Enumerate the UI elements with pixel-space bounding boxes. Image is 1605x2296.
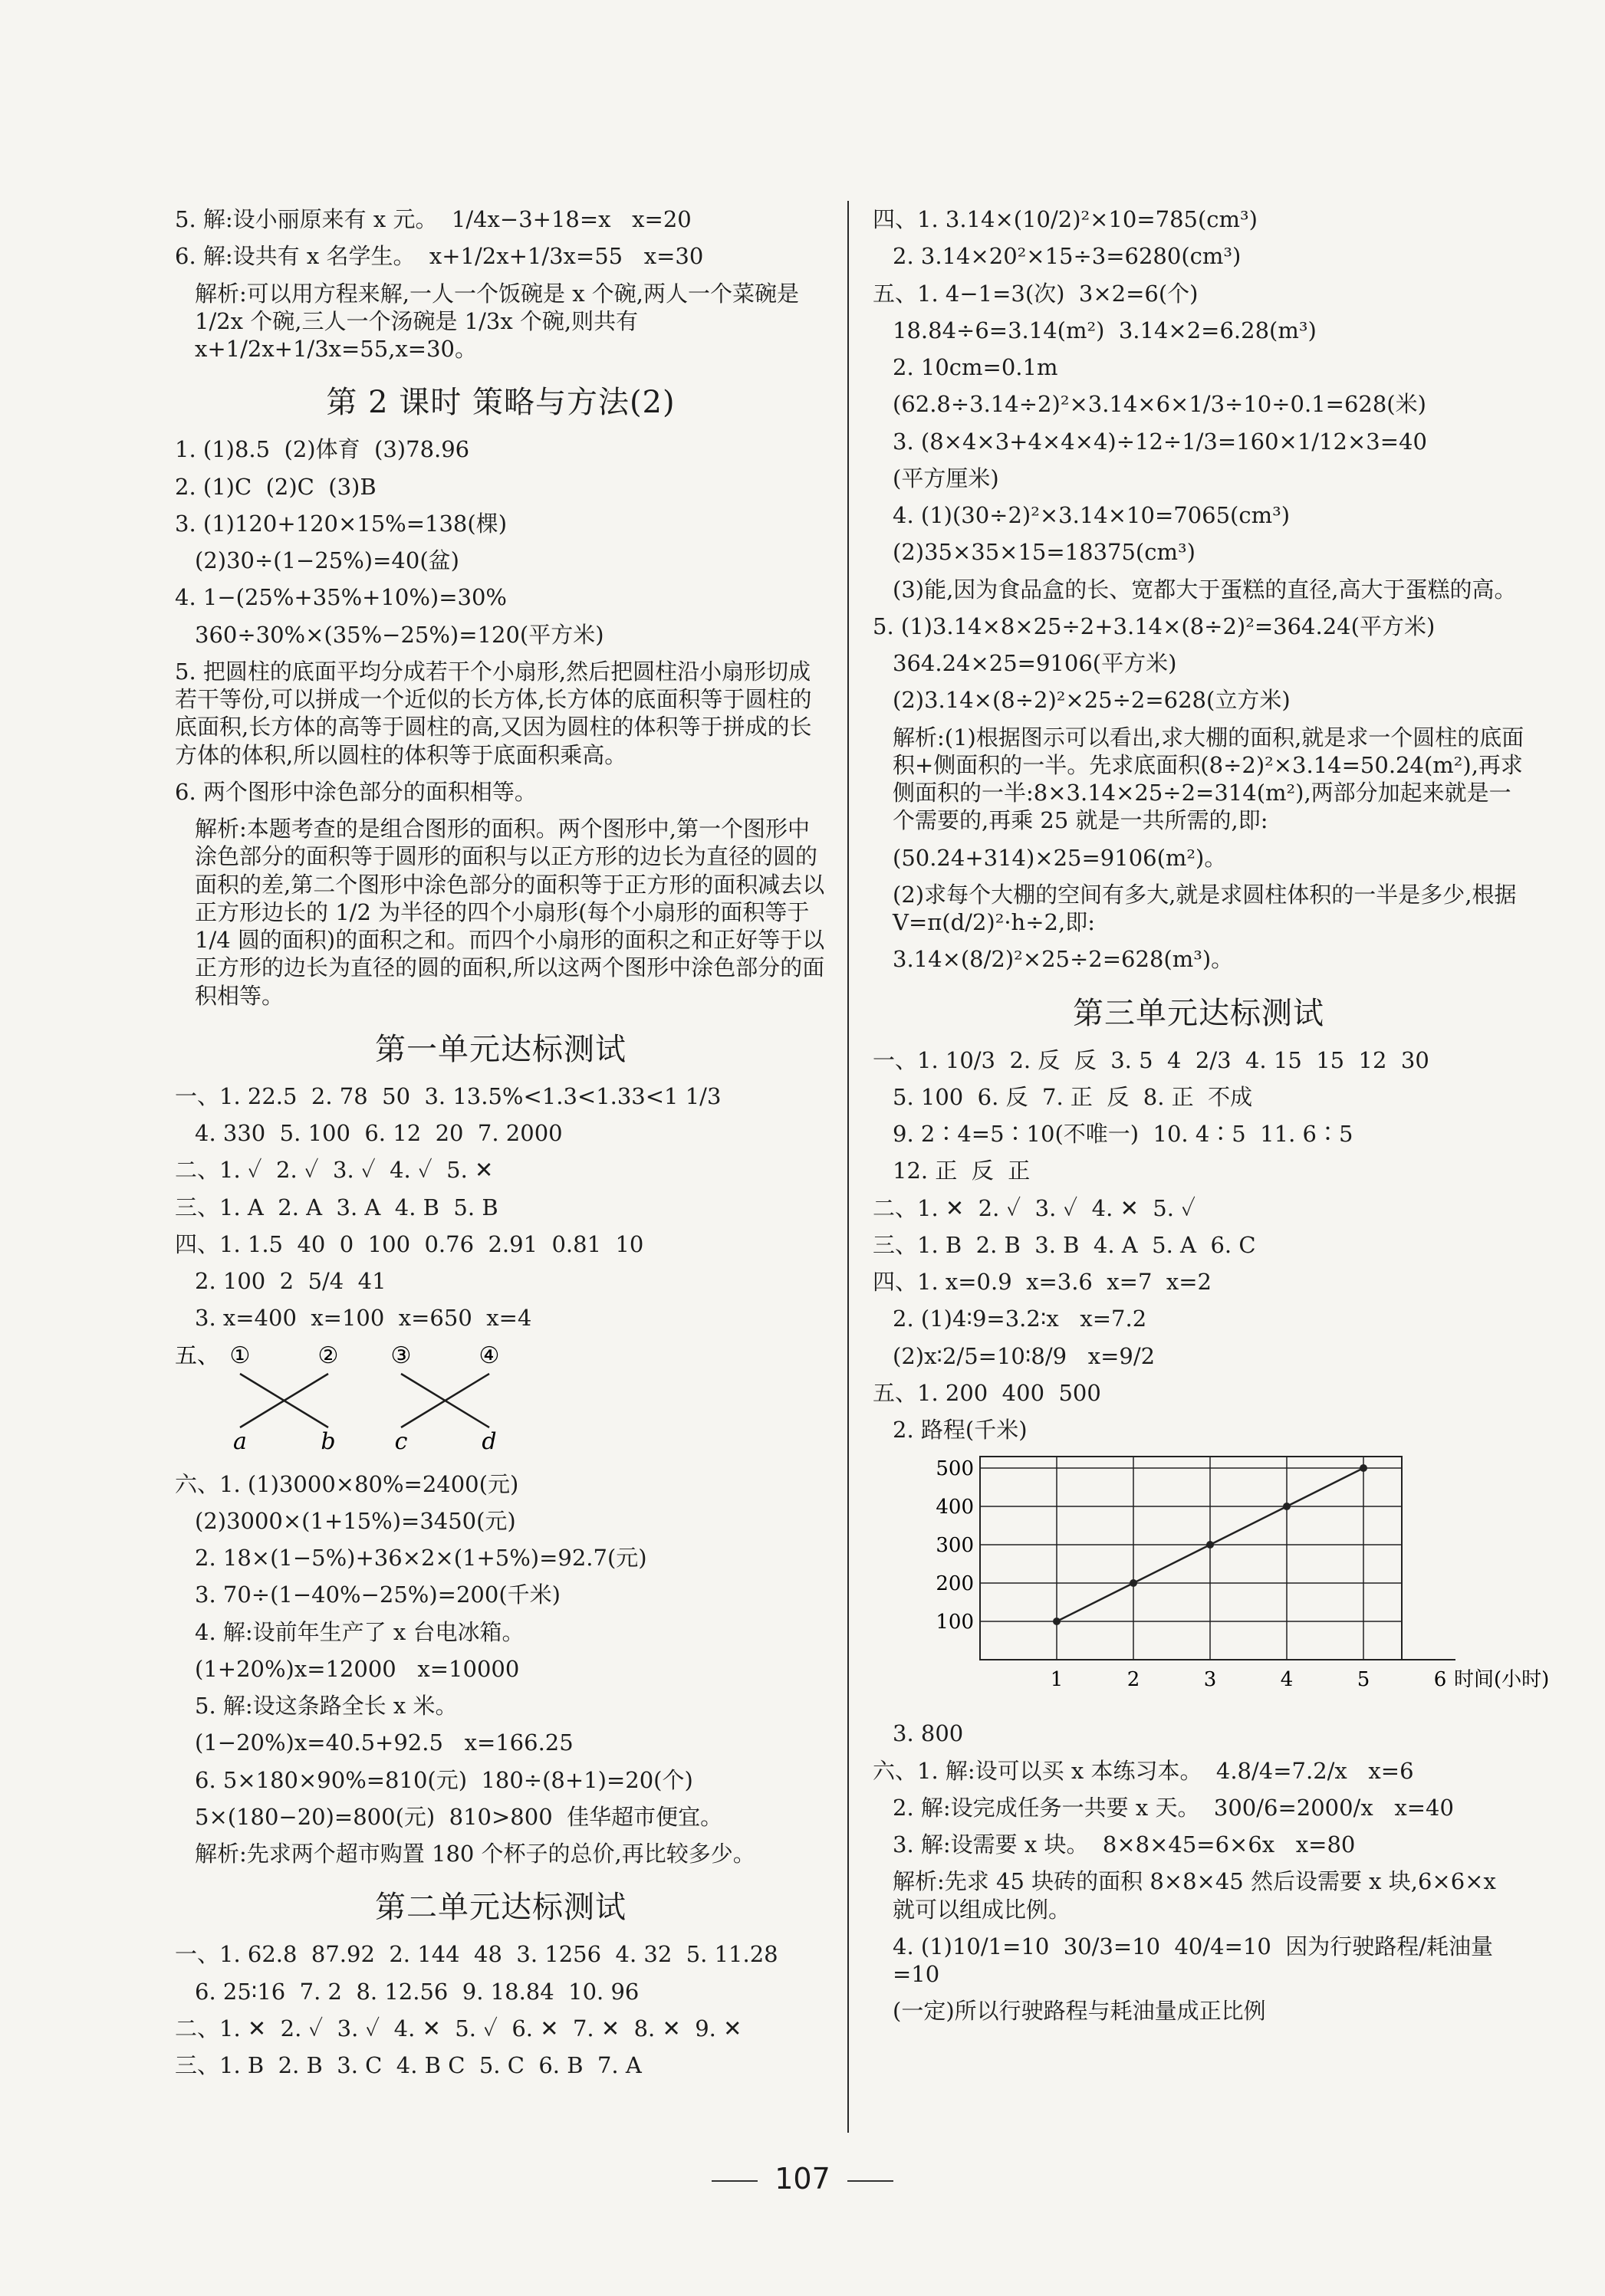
answer-line: 5. 解:设这条路全长 x 米。 xyxy=(195,1693,458,1719)
answer-line: 6. 两个图形中涂色部分的面积相等。 xyxy=(175,778,537,805)
answer-line: 二、1. ✕ 2. ✓ 3. ✓ 4. ✕ 5. ✓ 6. ✕ 7. ✕ 8. ✕ 9. ✕ xyxy=(175,2015,742,2041)
answer-line: (2)3000×(1+15%)=3450(元) xyxy=(195,1507,516,1534)
answer-line: 一、1. 10/3 2. 反 反 3. 5 4 2/3 4. 15 15 12 30 xyxy=(873,1046,1429,1073)
answer-line: 六、1. (1)3000×80%=2400(元) xyxy=(175,1470,519,1497)
answer-line: 5. (1)3.14×8×25÷2+3.14×(8÷2)²=364.24(平方米) xyxy=(873,613,1436,639)
answer-line: 五、1. 4−1=3(次) 3×2=6(个) xyxy=(873,280,1199,307)
answer-line: 3. (8×4×3+4×4×4)÷12÷1/3=160×1/12×3=40 xyxy=(893,428,1427,455)
answer-line: 5. 把圆柱的底面平均分成若干个小扇形,然后把圆柱沿小扇形切成若干等份,可以拼成一个近似的长方体,长方体的底面积等于圆柱的底面积,长方体的高等于圆柱的高,又因为圆柱的体积等于拼成的长方体的体积,所以圆柱的体积等于底面积乘高。 xyxy=(175,658,812,768)
answer-line: 三、1. A 2. A 3. A 4. B 5. B xyxy=(175,1194,498,1220)
match-section-label: 五、 xyxy=(175,1342,220,1368)
answer-line: 3. x=400 x=100 x=650 x=4 xyxy=(195,1305,532,1332)
x-tick-label: 1 xyxy=(1050,1668,1064,1692)
answer-line: 2. 解:设完成任务一共要 x 天。 300/6=2000/x x=40 xyxy=(893,1794,1454,1821)
distance-time-chart xyxy=(919,1453,1550,1709)
answer-line: 18.84÷6=3.14(m²) 3.14×2=6.28(m³) xyxy=(893,317,1317,343)
answer-line: 五、1. 200 400 500 xyxy=(873,1379,1101,1406)
matching-diagram xyxy=(175,1342,574,1457)
answer-line: (2)3.14×(8÷2)²×25÷2=628(立方米) xyxy=(893,687,1291,714)
page-number: 107 xyxy=(775,2162,830,2196)
answer-line: (2)求每个大棚的空间有多大,就是求圆柱体积的一半是多少,根据 V=π(d/2)²·h÷2,即: xyxy=(893,881,1524,935)
answer-line: (平方厘米) xyxy=(893,465,999,491)
answer-line: 解析:本题考查的是组合图形的面积。两个图形中,第一个图形中涂色部分的面积等于圆形的面积与以正方形的边长为直径的圆的面积的差,第二个图形中涂色部分的面积等于正方形的面积减去以正方形边长的 1/2 为半径的四个小扇形(每个小扇形的面积等于 1/4 圆的面积)的面积之和。而四个小扇形的面积之和正好等于以正方形的边长为直径的圆的面积,所以这两个图形中涂色部分的面积相等。 xyxy=(195,816,825,1009)
data-point xyxy=(1283,1503,1291,1510)
answer-line: 4. 330 5. 100 6. 12 20 7. 2000 xyxy=(195,1120,563,1146)
answer-line: 三、1. B 2. B 3. B 4. A 5. A 6. C xyxy=(873,1231,1256,1258)
answer-line: 2. (1)C (2)C (3)B xyxy=(175,473,377,500)
answer-line: 四、1. x=0.9 x=3.6 x=7 x=2 xyxy=(873,1269,1212,1295)
x-tick-label: 4 xyxy=(1280,1668,1294,1692)
data-point xyxy=(1053,1618,1061,1625)
y-tick-label: 100 xyxy=(936,1611,974,1634)
section-title: 第二单元达标测试 xyxy=(375,1890,627,1926)
column-divider xyxy=(847,201,849,2133)
data-point xyxy=(1206,1541,1214,1549)
answer-line: 2. 10cm=0.1m xyxy=(893,354,1058,380)
answer-line: 3. 800 xyxy=(893,1720,964,1747)
answer-line: 解析:可以用方程来解,一人一个饭碗是 x 个碗,两人一个菜碗是 1/2x 个碗,三人一个汤碗是 1/3x 个碗,则共有 x+1/2x+1/3x=55,x=30。 xyxy=(195,280,807,362)
answer-line: 一、1. 62.8 87.92 2. 144 48 3. 1256 4. 32 5. 11.28 xyxy=(175,1941,778,1968)
footer-dash-left xyxy=(712,2180,758,2182)
answer-line: (50.24+314)×25=9106(m²)。 xyxy=(893,844,1227,871)
answer-line: 6. 解:设共有 x 名学生。 x+1/2x+1/3x=55 x=30 xyxy=(175,243,704,270)
answer-line: (一定)所以行驶路程与耗油量成正比例 xyxy=(893,1998,1266,2025)
right-column xyxy=(873,205,1550,2035)
data-point xyxy=(1360,1464,1367,1472)
answer-line: 6. 5×180×90%=810(元) 180÷(8+1)=20(个) xyxy=(195,1766,693,1793)
y-tick-label: 300 xyxy=(936,1534,974,1558)
answer-line: 解析:(1)根据图示可以看出,求大棚的面积,就是求一个圆柱的底面积+侧面积的一半。先求底面积(8÷2)²×3.14=50.24(m²),再求侧面积的一半:8×3.14×25÷2=314(m²),两部分加起来就是一个需要的,再乘 25 就是一共所需的,即: xyxy=(893,724,1524,834)
page-number-footer xyxy=(0,2162,1605,2196)
answer-line: (3)能,因为食品盒的长、宽都大于蛋糕的直径,高大于蛋糕的高。 xyxy=(893,576,1517,603)
answer-line: 4. (1)10/1=10 30/3=10 40/4=10 因为行驶路程/耗油量=10 xyxy=(893,1933,1494,1987)
match-bottom-label: a xyxy=(233,1427,247,1455)
x-tick-label: 6 xyxy=(1433,1668,1447,1692)
section-title: 第 2 课时 策略与方法(2) xyxy=(326,385,676,421)
answer-line: 4. (1)(30÷2)²×3.14×10=7065(cm³) xyxy=(893,502,1291,528)
answer-line: 二、1. ✓ 2. ✓ 3. ✓ 4. ✓ 5. ✕ xyxy=(175,1157,494,1184)
data-point xyxy=(1130,1579,1137,1587)
answer-line: 5×(180−20)=800(元) 810>800 佳华超市便宜。 xyxy=(195,1803,723,1830)
answer-line: 9. 2∶4=5∶10(不唯一) 10. 4∶5 11. 6∶5 xyxy=(893,1121,1353,1147)
match-top-label: ③ xyxy=(390,1342,412,1369)
answer-line: 6. 25∶16 7. 2 8. 12.56 9. 18.84 10. 96 xyxy=(195,1978,640,2005)
answer-line: 3. 解:设需要 x 块。 8×8×45=6×6x x=80 xyxy=(893,1831,1356,1857)
answer-line: 3. 70÷(1−40%−25%)=200(千米) xyxy=(195,1582,561,1608)
chart-svg xyxy=(919,1453,1550,1706)
answer-line: (1+20%)x=12000 x=10000 xyxy=(195,1655,520,1682)
answer-line: 4. 解:设前年生产了 x 台电冰箱。 xyxy=(195,1618,525,1645)
answer-line: 5. 解:设小丽原来有 x 元。 1/4x−3+18=x x=20 xyxy=(175,206,692,232)
answer-line: 12. 正 反 正 xyxy=(893,1158,1031,1184)
match-bottom-label: d xyxy=(482,1427,497,1455)
answer-line: 解析:先求 45 块砖的面积 8×8×45 然后设需要 x 块,6×6×x 就可以组成比例。 xyxy=(893,1868,1504,1923)
answer-line: 5. 100 6. 反 7. 正 反 8. 正 不成 xyxy=(893,1083,1253,1110)
x-tick-label: 3 xyxy=(1203,1668,1217,1692)
left-column xyxy=(175,205,827,2088)
x-axis-label: 时间(小时) xyxy=(1454,1668,1550,1692)
answer-line: 3. (1)120+120×15%=138(棵) xyxy=(175,510,508,537)
match-top-label: ① xyxy=(229,1342,251,1369)
answer-line: 三、1. B 2. B 3. C 4. B C 5. C 6. B 7. A xyxy=(175,2052,642,2078)
answer-line: 1. (1)8.5 (2)体育 (3)78.96 xyxy=(175,436,470,463)
answer-line: 解析:先求两个超市购置 180 个杯子的总价,再比较多少。 xyxy=(195,1841,755,1867)
y-tick-label: 400 xyxy=(936,1496,974,1519)
x-tick-label: 2 xyxy=(1126,1668,1140,1692)
match-bottom-label: b xyxy=(321,1427,336,1455)
x-tick-label: 5 xyxy=(1357,1668,1370,1692)
answer-line: (62.8÷3.14÷2)²×3.14×6×1/3÷10÷0.1=628(米) xyxy=(893,391,1426,418)
answer-line: (1−20%)x=40.5+92.5 x=166.25 xyxy=(195,1729,574,1756)
chart-frame xyxy=(980,1457,1402,1660)
answer-line: 2. (1)4∶9=3.2∶x x=7.2 xyxy=(893,1306,1147,1332)
answer-line: 二、1. ✕ 2. ✓ 3. ✓ 4. ✕ 5. ✓ xyxy=(873,1194,1196,1221)
answer-line: 2. 路程(千米) xyxy=(893,1417,1028,1443)
answer-line: 2. 18×(1−5%)+36×2×(1+5%)=92.7(元) xyxy=(195,1545,647,1571)
matching-exercise xyxy=(175,1342,827,1460)
answer-line: 四、1. 1.5 40 0 100 0.76 2.91 0.81 10 xyxy=(175,1230,644,1257)
answer-line: 364.24×25=9106(平方米) xyxy=(893,650,1177,676)
answer-line: 360÷30%×(35%−25%)=120(平方米) xyxy=(195,621,604,648)
y-tick-label: 500 xyxy=(936,1457,974,1481)
answer-line: 3.14×(8/2)²×25÷2=628(m³)。 xyxy=(893,946,1234,973)
answer-line: 2. 3.14×20²×15÷3=6280(cm³) xyxy=(893,243,1242,270)
answer-line: (2)x∶2/5=10∶8/9 x=9/2 xyxy=(893,1342,1156,1369)
answer-line: 4. 1−(25%+35%+10%)=30% xyxy=(175,584,507,611)
section-title: 第三单元达标测试 xyxy=(1073,995,1324,1031)
y-tick-label: 200 xyxy=(936,1572,974,1596)
match-bottom-label: c xyxy=(394,1427,408,1455)
section-title: 第一单元达标测试 xyxy=(375,1031,627,1067)
match-top-label: ② xyxy=(317,1342,339,1369)
footer-dash-right xyxy=(847,2180,893,2182)
answer-line: (2)30÷(1−25%)=40(盆) xyxy=(195,547,459,573)
answer-line: 六、1. 解:设可以买 x 本练习本。 4.8/4=7.2/x x=6 xyxy=(873,1757,1414,1784)
match-top-label: ④ xyxy=(479,1342,500,1369)
answer-line: (2)35×35×15=18375(cm³) xyxy=(893,539,1196,566)
answer-line: 2. 100 2 5/4 41 xyxy=(195,1268,386,1294)
answer-line: 一、1. 22.5 2. 78 50 3. 13.5%<1.3<1.33<1 1/3 xyxy=(175,1082,722,1109)
answer-line: 四、1. 3.14×(10/2)²×10=785(cm³) xyxy=(873,206,1258,232)
